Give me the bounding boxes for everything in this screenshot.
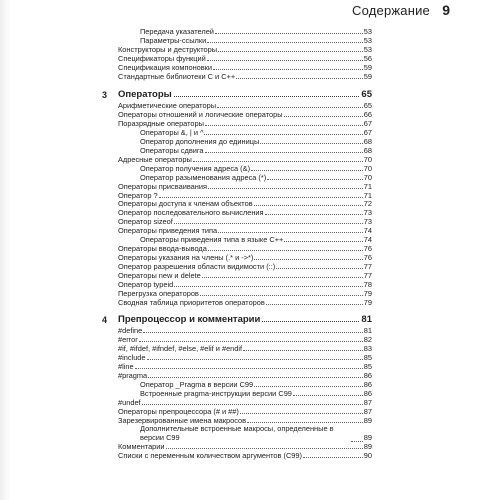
toc-entry-page: 68 xyxy=(363,136,372,146)
toc-entry-label: Оператор последовательного вычисления xyxy=(118,208,264,218)
dot-leader xyxy=(293,389,363,396)
toc-entry[interactable] xyxy=(118,298,372,307)
dot-leader xyxy=(262,313,359,322)
toc-entry-page: 77 xyxy=(363,262,372,272)
toc-entry-label: #undef xyxy=(118,397,141,407)
toc-entry-label: #line xyxy=(118,361,134,371)
dot-leader xyxy=(174,88,360,97)
toc-entry[interactable] xyxy=(118,191,372,200)
toc-entry-page: 89 xyxy=(363,415,372,425)
toc-entry-page: 71 xyxy=(363,190,372,200)
toc-entry[interactable] xyxy=(118,353,372,362)
header-page-number: 9 xyxy=(442,2,450,18)
toc-entry-label: Зарезервированные имена макросов xyxy=(118,415,247,425)
dot-leader xyxy=(143,326,363,333)
toc-entry-page: 87 xyxy=(363,406,372,416)
chapter-title: Операторы xyxy=(118,89,172,100)
toc-entry-label: Конструкторы и деструкторы xyxy=(118,44,218,54)
toc-entry[interactable] xyxy=(118,199,372,208)
toc-entry-page: 66 xyxy=(363,109,372,119)
chapter-heading[interactable] xyxy=(102,88,372,100)
toc-entry-label: Операторы отношений и логические операторы xyxy=(118,109,283,119)
toc-entry-page: 53 xyxy=(363,44,372,54)
toc-subentry[interactable] xyxy=(140,36,372,45)
toc-entry[interactable] xyxy=(118,398,372,407)
toc-entry-label: Встроенные pragma-инструкции версии С99 xyxy=(140,388,292,398)
toc-entry-label: Операторы указания на члены (.* и ->*) xyxy=(118,253,254,263)
chapter-page: 81 xyxy=(361,314,372,325)
dot-leader xyxy=(260,137,363,144)
dot-leader xyxy=(147,353,363,360)
toc-subentry[interactable] xyxy=(140,424,372,442)
toc-entry[interactable] xyxy=(118,226,372,235)
toc-entry[interactable] xyxy=(118,244,372,253)
toc-entry[interactable] xyxy=(118,289,372,298)
toc-entry-page: 87 xyxy=(363,397,372,407)
toc-subentry[interactable] xyxy=(140,173,372,182)
toc-entry-page: 76 xyxy=(363,253,372,263)
dot-leader xyxy=(240,407,363,414)
dot-leader xyxy=(166,442,363,449)
toc-entry[interactable] xyxy=(118,119,372,128)
header-title: Содержание xyxy=(352,3,430,18)
toc-entry-label: Операторы ввода-вывода xyxy=(118,244,207,254)
toc-entry-label: Операторы &, | и ^ xyxy=(140,127,204,137)
toc-entry-page: 70 xyxy=(363,163,372,173)
dot-leader xyxy=(254,199,363,206)
toc-entry-page: 59 xyxy=(363,71,372,81)
toc-subentry[interactable] xyxy=(140,128,372,137)
dot-leader xyxy=(205,119,363,126)
dot-leader xyxy=(207,36,363,43)
toc-entry-label: Операторы приведения типа в языке С++ xyxy=(140,235,284,245)
dot-leader xyxy=(202,271,363,278)
toc-entry-page: 73 xyxy=(363,208,372,218)
chapter-title: Препроцессор и комментарии xyxy=(118,314,261,325)
dot-leader xyxy=(267,173,363,180)
toc-entry-page: 81 xyxy=(363,326,372,335)
toc-entry[interactable] xyxy=(118,72,372,81)
toc-entry[interactable] xyxy=(118,326,372,335)
toc-entry[interactable] xyxy=(118,110,372,119)
toc-entry-label: Поразрядные операторы xyxy=(118,118,204,128)
toc-entry-page: 90 xyxy=(363,451,372,461)
toc-entry[interactable] xyxy=(118,335,372,344)
toc-entry-page: 86 xyxy=(363,379,372,389)
toc-entry[interactable] xyxy=(118,208,372,217)
dot-leader xyxy=(142,398,363,405)
toc-entry-label: Списки с переменным количеством аргументов (С99) xyxy=(118,451,302,461)
dot-leader xyxy=(217,101,363,108)
page-header xyxy=(0,3,500,19)
toc-entry-page: 82 xyxy=(363,334,372,344)
toc-entry-page: 56 xyxy=(363,53,372,63)
toc-entry[interactable] xyxy=(118,63,372,72)
dot-leader xyxy=(284,110,363,117)
dot-leader xyxy=(218,45,363,52)
toc-entry-label: Оператор sizeof xyxy=(118,217,173,227)
toc-entry-page: 67 xyxy=(363,118,372,128)
toc-entry-label: Оператор дополнения до единицы xyxy=(140,136,260,146)
toc-entry[interactable] xyxy=(118,371,372,380)
dot-leader xyxy=(215,27,363,34)
toc-entry-page: 85 xyxy=(363,352,372,362)
dot-leader xyxy=(204,128,362,135)
toc-entry[interactable] xyxy=(118,344,372,353)
toc-entry-label: Оператор получения адреса (&) xyxy=(140,163,251,173)
dot-leader xyxy=(218,226,363,233)
toc-entry-label: #if, #ifdef, #ifndef, #else, #elif и #endif xyxy=(118,343,243,353)
toc-subentry[interactable] xyxy=(140,389,372,398)
toc-entry[interactable] xyxy=(118,442,372,451)
toc-entry[interactable] xyxy=(118,155,372,164)
toc-entry-label: #define xyxy=(118,326,143,335)
dot-leader xyxy=(174,217,363,224)
toc-entry-label: Спецификаторы функций xyxy=(118,53,206,63)
toc-entry-label: Перегрузка операторов xyxy=(118,288,199,298)
page-fold-shadow xyxy=(0,0,10,500)
toc-entry-page: 76 xyxy=(363,244,372,254)
toc-entry-label: Операторы new и delete xyxy=(118,271,201,281)
toc-entry-page: 89 xyxy=(363,433,372,443)
dot-leader xyxy=(208,182,363,189)
toc-entry[interactable] xyxy=(118,262,372,271)
toc-entry[interactable] xyxy=(118,407,372,416)
chapter-number: 3 xyxy=(102,90,108,100)
dot-leader xyxy=(254,380,363,387)
toc-entry-label: #pragma xyxy=(118,370,148,380)
toc-subentry[interactable] xyxy=(140,146,372,155)
toc-entry-label: Оператор typeid xyxy=(118,280,174,289)
toc-entry-label: Сводная таблица приоритетов операторов xyxy=(118,297,265,307)
toc-entry-label: #include xyxy=(118,352,146,362)
toc-entry-label: #error xyxy=(118,334,138,344)
dot-leader xyxy=(213,63,363,70)
dot-leader xyxy=(200,289,363,296)
toc-entry-page: 79 xyxy=(363,297,372,307)
toc-entry[interactable] xyxy=(118,362,372,371)
toc-entry-page: 77 xyxy=(363,271,372,281)
dot-leader xyxy=(276,262,363,269)
toc-entry-label: Арифметические операторы xyxy=(118,101,217,110)
toc-entry-page: 70 xyxy=(363,172,372,182)
toc-subentry[interactable] xyxy=(140,164,372,173)
toc-entry[interactable] xyxy=(118,416,372,425)
dot-leader xyxy=(135,362,363,369)
toc-entry[interactable] xyxy=(118,182,372,191)
toc-entry-page: 86 xyxy=(363,388,372,398)
dot-leader xyxy=(247,416,363,423)
toc-entry-page: 78 xyxy=(363,280,372,289)
toc-entry-page: 73 xyxy=(363,217,372,227)
toc-entry-label: Оператор разыменования адреса (*) xyxy=(140,172,267,182)
toc-entry-label: Комментарии xyxy=(118,442,165,452)
toc-entry-label: Операторы сдвига xyxy=(140,145,204,155)
toc-entry-page: 71 xyxy=(363,181,372,191)
toc-entry-page: 53 xyxy=(363,35,372,45)
toc-entry-page: 79 xyxy=(363,288,372,298)
toc-entry-page: 72 xyxy=(363,199,372,209)
toc-entry-page: 86 xyxy=(363,370,372,380)
toc-entry-label: Параметры-ссылки xyxy=(140,35,207,45)
toc-entry[interactable] xyxy=(118,271,372,280)
toc-entry-label: Передача указателей xyxy=(140,27,214,36)
dot-leader xyxy=(148,371,363,378)
toc-entry-label: Операторы приведения типа xyxy=(118,226,218,236)
toc-entry-label: Операторы присваивания xyxy=(118,181,207,191)
toc-entry-page: 89 xyxy=(363,442,372,452)
toc-entry-page: 68 xyxy=(363,145,372,155)
toc-entry-page: 67 xyxy=(363,127,372,137)
dot-leader xyxy=(193,155,363,162)
toc-entry-page: 74 xyxy=(363,226,372,236)
toc-entry[interactable] xyxy=(118,253,372,262)
dot-leader xyxy=(159,191,363,198)
dot-leader xyxy=(251,164,363,171)
toc-entry-label: Оператор _Pragma в версии С99 xyxy=(140,379,254,389)
chapter-number: 4 xyxy=(102,315,108,325)
toc-entry-page: 85 xyxy=(363,361,372,371)
toc-entry-label: Стандартные библиотеки С и С++ xyxy=(118,71,236,81)
toc-entry-page: 74 xyxy=(363,235,372,245)
toc-subentry[interactable] xyxy=(140,235,372,244)
toc-entry-label: Операторы доступа к членам объектов xyxy=(118,199,253,209)
toc-entry[interactable] xyxy=(118,54,372,63)
toc-entry[interactable] xyxy=(118,280,372,289)
dot-leader xyxy=(284,235,362,242)
toc-entry-page: 70 xyxy=(363,154,372,164)
dot-leader xyxy=(205,146,363,153)
toc-entry[interactable] xyxy=(118,101,372,110)
dot-leader xyxy=(174,280,363,287)
toc-entry-page: 65 xyxy=(363,101,372,110)
toc-entry-page: 59 xyxy=(363,62,372,72)
toc-entry-label: Дополнительные встроенные макросы, определенные в версии С99 xyxy=(140,424,334,443)
dot-leader xyxy=(243,344,363,351)
dot-leader xyxy=(236,72,363,79)
toc-entry-page: 53 xyxy=(363,27,372,36)
dot-leader xyxy=(266,298,363,305)
toc-entry-label: Адресные операторы xyxy=(118,154,192,164)
toc-entry[interactable] xyxy=(118,45,372,54)
toc-entry-label: Оператор ? xyxy=(118,190,158,200)
toc-entry-label: Оператор разрешения области видимости (::) xyxy=(118,262,276,272)
chapter-page: 65 xyxy=(361,89,372,100)
dot-leader xyxy=(208,244,363,251)
toc-subentry[interactable] xyxy=(140,137,372,146)
toc-entry[interactable] xyxy=(118,217,372,226)
toc-subentry[interactable] xyxy=(140,380,372,389)
toc-subentry[interactable] xyxy=(140,27,372,36)
toc-entry[interactable] xyxy=(118,451,372,460)
dot-leader xyxy=(265,208,363,215)
toc-entry-label: Спецификация компоновки xyxy=(118,62,213,72)
dot-leader xyxy=(139,335,363,342)
chapter-heading[interactable] xyxy=(102,313,372,325)
dot-leader xyxy=(254,253,362,260)
dot-leader xyxy=(207,54,363,61)
toc-entry-label: Операторы препроцессора (# и ##) xyxy=(118,406,239,416)
toc-entry-page: 83 xyxy=(363,343,372,353)
dot-leader xyxy=(303,451,363,458)
